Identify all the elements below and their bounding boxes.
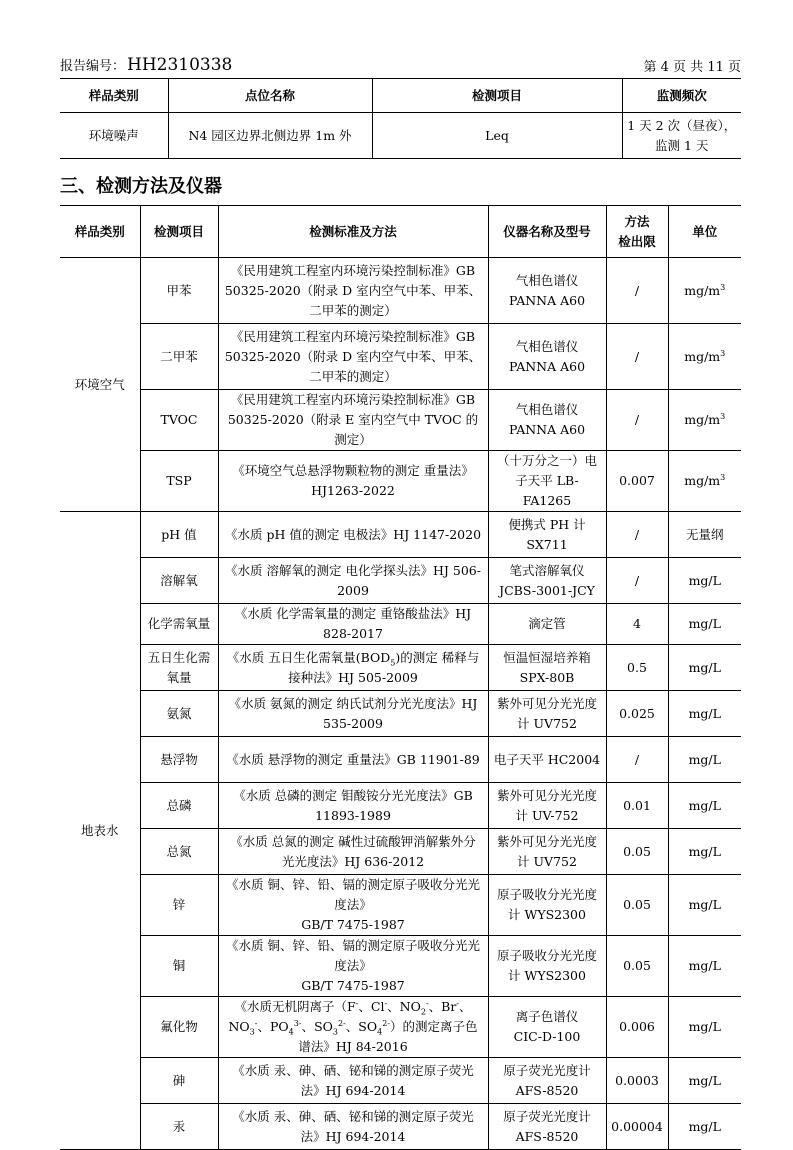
page-info: 第 4 页 共 11 页 — [643, 60, 741, 75]
col-header-item: 检测项目 — [372, 79, 622, 113]
cell-instrument: 离子色谱仪 CIC-D-100 — [488, 997, 606, 1058]
cell-instrument: 紫外可见分光光度计 UV752 — [488, 829, 606, 875]
cell-item: pH 值 — [140, 512, 218, 558]
cell-item: 二甲苯 — [140, 324, 218, 390]
cell-method: 《水质 汞、砷、硒、铋和锑的测定原子荧光法》HJ 694-2014 — [218, 1104, 488, 1150]
cell-method: 《水质 汞、砷、硒、铋和锑的测定原子荧光法》HJ 694-2014 — [218, 1058, 488, 1104]
cell-item: 甲苯 — [140, 258, 218, 324]
cell-method: 《民用建筑工程室内环境污染控制标准》GB 50325-2020（附录 E 室内空气中 TVOC 的测定） — [218, 390, 488, 451]
col-header-method: 检测标准及方法 — [218, 206, 488, 258]
cell-method: 《水质 铜、锌、铅、镉的测定原子吸收分光光度法》 GB/T 7475-1987 — [218, 936, 488, 997]
cell-instrument: 气相色谱仪 PANNA A60 — [488, 258, 606, 324]
cell-limit: / — [606, 512, 668, 558]
cell-method: 《水质 悬浮物的测定 重量法》GB 11901-89 — [218, 737, 488, 783]
cell-unit: $mg/m^3$ — [668, 451, 741, 512]
col-header-location: 点位名称 — [168, 79, 372, 113]
table-row — [60, 783, 741, 829]
cell-item: 溶解氧 — [140, 558, 218, 604]
cell-unit: mg/L — [668, 691, 741, 737]
cell-instrument: 恒温恒湿培养箱 SPX-80B — [488, 645, 606, 691]
cell-limit: 0.05 — [606, 875, 668, 936]
table-row — [60, 258, 741, 324]
report-number-value: HH2310338 — [127, 55, 233, 75]
cell-unit: mg/L — [668, 936, 741, 997]
cell-limit: / — [606, 324, 668, 390]
table-row — [60, 451, 741, 512]
cell-category: 环境噪声 — [60, 113, 168, 159]
cell-instrument: 紫外可见分光光度计 UV-752 — [488, 783, 606, 829]
cell-limit: / — [606, 390, 668, 451]
cell-category: 地表水 — [60, 512, 140, 1150]
report-label: 报告编号： — [60, 59, 126, 74]
cell-instrument: 原子吸收分光光度计 WYS2300 — [488, 936, 606, 997]
cell-method: 《民用建筑工程室内环境污染控制标准》GB 50325-2020（附录 D 室内空气中苯、甲苯、二甲苯的测定） — [218, 258, 488, 324]
cell-unit: mg/L — [668, 875, 741, 936]
cell-limit: / — [606, 737, 668, 783]
cell-limit: 0.5 — [606, 645, 668, 691]
cell-item: 铜 — [140, 936, 218, 997]
cell-unit: 无量纲 — [668, 512, 741, 558]
cell-item: 悬浮物 — [140, 737, 218, 783]
cell-instrument: 笔式溶解氧仪 JCBS-3001-JCY — [488, 558, 606, 604]
cell-unit: $mg/m^3$ — [668, 390, 741, 451]
frequency-line-2: 监测 1 天 — [655, 137, 709, 153]
table-row — [60, 691, 741, 737]
table-row — [60, 936, 741, 997]
cell-unit: $mg/m^3$ — [668, 258, 741, 324]
cell-instrument: 便携式 PH 计 SX711 — [488, 512, 606, 558]
cell-unit: mg/L — [668, 737, 741, 783]
cell-item: Leq — [372, 113, 622, 159]
cell-method: 《水质 化学需氧量的测定 重铬酸盐法》HJ 828-2017 — [218, 604, 488, 645]
cell-unit: mg/L — [668, 829, 741, 875]
table-row — [60, 324, 741, 390]
cell-instrument: 电子天平 HC2004 — [488, 737, 606, 783]
cell-method: 《民用建筑工程室内环境污染控制标准》GB 50325-2020（附录 D 室内空气中苯、甲苯、二甲苯的测定） — [218, 324, 488, 390]
col-header-item: 检测项目 — [140, 206, 218, 258]
cell-unit: mg/L — [668, 997, 741, 1058]
cell-instrument: 原子吸收分光光度计 WYS2300 — [488, 875, 606, 936]
table-row — [60, 1104, 741, 1150]
table-row — [60, 645, 741, 691]
cell-item: 氟化物 — [140, 997, 218, 1058]
page-header — [60, 54, 741, 79]
cell-limit: 0.025 — [606, 691, 668, 737]
cell-limit: 0.00004 — [606, 1104, 668, 1150]
cell-instrument: （十万分之一）电子天平 LB-FA1265 — [488, 451, 606, 512]
col-header-limit: 方法 检出限 — [606, 206, 668, 258]
cell-limit: 0.006 — [606, 997, 668, 1058]
cell-method: 《环境空气总悬浮物颗粒物的测定 重量法》 HJ1263-2022 — [218, 451, 488, 512]
cell-item: 化学需氧量 — [140, 604, 218, 645]
cell-item: 五日生化需氧量 — [140, 645, 218, 691]
table-row — [60, 604, 741, 645]
methods-table — [60, 205, 741, 1150]
cell-method: 《水质 铜、锌、铅、镉的测定原子吸收分光光度法》 GB/T 7475-1987 — [218, 875, 488, 936]
cell-limit: / — [606, 258, 668, 324]
cell-limit: 0.007 — [606, 451, 668, 512]
cell-instrument: 原子荧光光度计 AFS-8520 — [488, 1058, 606, 1104]
cell-item: 砷 — [140, 1058, 218, 1104]
cell-method: 《水质 氨氮的测定 纳氏试剂分光光度法》HJ 535-2009 — [218, 691, 488, 737]
monitoring-table — [60, 78, 741, 159]
cell-unit: mg/L — [668, 558, 741, 604]
cell-instrument: 气相色谱仪 PANNA A60 — [488, 390, 606, 451]
cell-limit: / — [606, 558, 668, 604]
cell-method: 《水质无机阴离子（F-、Cl-、$NO_2^-$、Br-、$NO_3^-$、$PO_4^{3-}$、$SO_3^{2-}$、$SO_4^{2-}$）的测定离子色谱法》HJ 84-2016 — [218, 997, 488, 1058]
col-header-category: 样品类别 — [60, 206, 140, 258]
cell-method: 《水质 五日生化需氧量$(BOD_5)$的测定 稀释与接种法》HJ 505-2009 — [218, 645, 488, 691]
col-header-unit: 单位 — [668, 206, 741, 258]
cell-unit: mg/L — [668, 783, 741, 829]
cell-item: TVOC — [140, 390, 218, 451]
cell-item: 锌 — [140, 875, 218, 936]
cell-frequency — [622, 113, 741, 159]
cell-instrument: 气相色谱仪 PANNA A60 — [488, 324, 606, 390]
table-row — [60, 829, 741, 875]
cell-unit: $mg/m^3$ — [668, 324, 741, 390]
cell-category: 环境空气 — [60, 258, 140, 512]
cell-method: 《水质 pH 值的测定 电极法》HJ 1147-2020 — [218, 512, 488, 558]
table-row — [60, 390, 741, 451]
cell-instrument: 紫外可见分光光度计 UV752 — [488, 691, 606, 737]
cell-limit: 0.05 — [606, 936, 668, 997]
cell-unit: mg/L — [668, 1058, 741, 1104]
table-row — [60, 1058, 741, 1104]
col-header-frequency: 监测频次 — [622, 79, 741, 113]
cell-unit: mg/L — [668, 604, 741, 645]
cell-instrument: 滴定管 — [488, 604, 606, 645]
cell-method: 《水质 总磷的测定 钼酸铵分光光度法》GB 11893-1989 — [218, 783, 488, 829]
cell-limit: 4 — [606, 604, 668, 645]
report-number — [60, 55, 232, 75]
frequency-line-1: 1 天 2 次（昼夜）， — [627, 117, 737, 133]
cell-limit: 0.05 — [606, 829, 668, 875]
table-row — [60, 737, 741, 783]
cell-instrument: 原子荧光光度计 AFS-8520 — [488, 1104, 606, 1150]
cell-item: TSP — [140, 451, 218, 512]
cell-method: 《水质 总氮的测定 碱性过硫酸钾消解紫外分光光度法》HJ 636-2012 — [218, 829, 488, 875]
cell-unit: mg/L — [668, 645, 741, 691]
cell-method: 《水质 溶解氧的测定 电化学探头法》HJ 506-2009 — [218, 558, 488, 604]
section-title: 三、检测方法及仪器 — [60, 176, 222, 197]
table-row — [60, 512, 741, 558]
cell-limit: 0.01 — [606, 783, 668, 829]
table-row — [60, 997, 741, 1058]
col-header-instrument: 仪器名称及型号 — [488, 206, 606, 258]
table-row — [60, 875, 741, 936]
cell-item: 氨氮 — [140, 691, 218, 737]
cell-location: N4 园区边界北侧边界 1m 外 — [168, 113, 372, 159]
cell-limit: 0.0003 — [606, 1058, 668, 1104]
cell-item: 总磷 — [140, 783, 218, 829]
cell-unit: mg/L — [668, 1104, 741, 1150]
cell-item: 总氮 — [140, 829, 218, 875]
cell-item: 汞 — [140, 1104, 218, 1150]
col-header-category: 样品类别 — [60, 79, 168, 113]
table-row — [60, 558, 741, 604]
